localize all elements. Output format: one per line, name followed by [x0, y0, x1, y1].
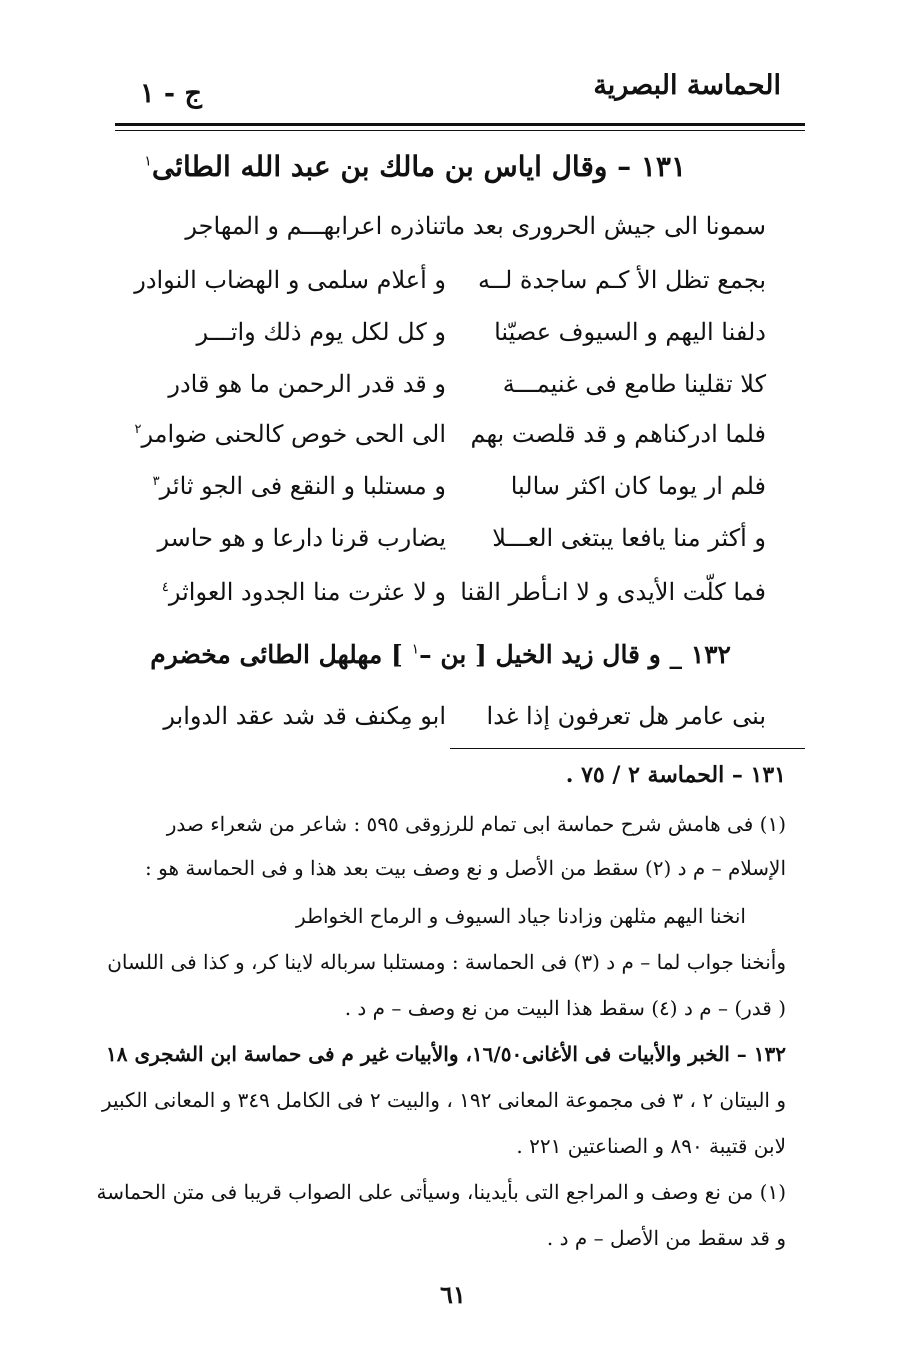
footnote-mark: ٤: [161, 580, 169, 595]
verse-4-first-hemistich: كلا تقلينا طامع فى غنيمـــة: [502, 370, 766, 398]
note-line: و البيتان ٢ ، ٣ فى مجموعة المعانى ١٩٢ ، والبيت ٢ فى الكامل ٣٤٩ و المعانى الكبير: [101, 1088, 786, 1112]
verse-5-second-text: الى الحى خوص كالحنى ضوامر: [141, 420, 446, 448]
footnotes-rule: [450, 748, 805, 749]
poem-131-heading: [144, 150, 686, 183]
footnote-mark: ٢: [134, 422, 142, 437]
verse-5-second-hemistich: [134, 420, 446, 448]
note-line: و قد سقط من الأصل – م د .: [546, 1226, 786, 1250]
volume-label: ج - ١: [140, 78, 202, 109]
verse-1-second-hemistich: تناذره اعرابهـــم و المهاجر: [185, 212, 446, 240]
verse-8-first-hemistich: فما كلّت الأيدى و لا انـأطر القنا: [460, 578, 766, 606]
poem-132-heading-tail: ] مهلهل الطائى مخضرم: [150, 640, 403, 669]
verse-7-first-hemistich: و أكثر منا يافعا يبتغى العـــلا: [492, 524, 766, 552]
poem-132-first-hemistich: بنى عامر هل تعرفون إذا غدا: [486, 702, 766, 730]
note-line: ( قدر) – م د (٤) سقط هذا البيت من نع وصف – م د .: [344, 996, 786, 1020]
note-line: وأنخنا جواب لما – م د (٣) فى الحماسة : ومستلبا سرباله لاينا كر، و كذا فى اللسان: [107, 950, 786, 974]
note-line: (١) من نع وصف و المراجع التى بأيدينا، وسيأتى على الصواب قريبا فى متن الحماسة: [96, 1180, 786, 1204]
note-132-source: ١٣٢ – الخبر والأبيات فى الأغانى١٦/٥٠، والأبيات غير م فى حماسة ابن الشجرى ١٨: [106, 1042, 786, 1066]
note-line: (١) فى هامش شرح حماسة ابى تمام للرزوقى ٥٩٥ : شاعر من شعراء صدر: [166, 812, 786, 836]
poem-131-heading-text: ١٣١ – وقال اياس بن مالك بن عبد الله الطائى: [151, 150, 686, 183]
note-line: الإسلام – م د (٢) سقط من الأصل و نع وصف بيت بعد هذا و فى الحماسة هو :: [145, 856, 786, 880]
verse-3-second-hemistich: و كل لكل يوم ذلك واتـــر: [196, 318, 446, 346]
page-number: ٦١: [440, 1280, 466, 1309]
footnote-mark: ٣: [152, 474, 160, 489]
poem-132-heading-text: ١٣٢ _ و قال زيد الخيل [ بن –: [419, 640, 731, 669]
verse-2-second-hemistich: و أعلام سلمى و الهضاب النوادر: [134, 266, 446, 294]
verse-8-second-text: و لا عثرت منا الجدود العواثر: [168, 578, 446, 606]
verse-1-first-hemistich: سمونا الى جيش الحرورى بعد ما: [445, 212, 766, 240]
verse-8-second-hemistich: [162, 578, 446, 606]
header-rule-thick: [115, 123, 805, 126]
running-title: الحماسة البصرية: [593, 70, 781, 101]
verse-7-second-hemistich: يضارب قرنا دارعا و هو حاسر: [157, 524, 446, 552]
poem-132-second-hemistich: ابو مِكنف قد شد عقد الدوابر: [163, 702, 446, 730]
verse-2-first-hemistich: بجمع تظل الأ كـم ساجدة لــه: [478, 266, 766, 294]
note-quoted-verse: انخنا اليهم مثلهن وزادنا جياد السيوف و الرماح الخواطر: [296, 904, 746, 928]
header-rule-thin: [115, 130, 805, 131]
verse-6-second-hemistich: [153, 472, 446, 500]
verse-6-second-text: و مستلبا و النقع فى الجو ثائر: [159, 472, 446, 500]
verse-4-second-hemistich: و قد قدر الرحمن ما هو قادر: [168, 370, 446, 398]
verse-5-first-hemistich: فلما ادركناهم و قد قلصت بهم: [470, 420, 766, 448]
footnote-mark: ١: [411, 641, 420, 658]
note-line: لابن قتيبة ٨٩٠ و الصناعتين ٢٢١ .: [516, 1134, 786, 1158]
note-131-source: ١٣١ – الحماسة ٢ / ٧٥ .: [565, 762, 786, 788]
poem-132-heading: [150, 640, 731, 669]
footnote-mark: ١: [144, 153, 152, 170]
verse-6-first-hemistich: فلم ار يوما كان اكثر سالبا: [510, 472, 766, 500]
verse-3-first-hemistich: دلفنا اليهم و السيوف عصيّنا: [494, 318, 766, 346]
